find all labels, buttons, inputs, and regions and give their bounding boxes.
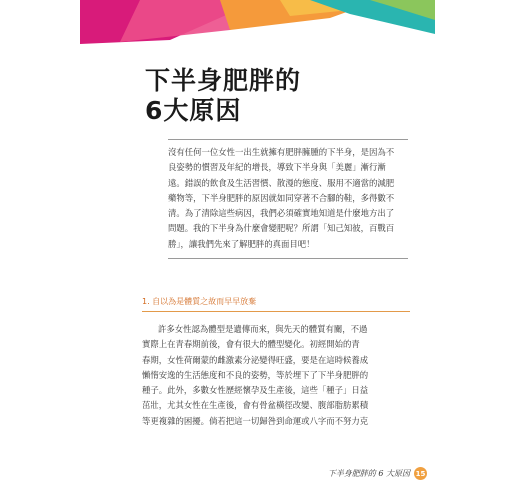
intro-paragraph: [168, 139, 408, 259]
body-line: 實際上在青春期前後，會有很大的體型變化。初經開始的青: [142, 339, 360, 350]
intro-line: 藥物等，下半身肥胖的原因就如同穿著不合腳的鞋，多得數不: [168, 192, 395, 203]
section-1: [142, 296, 410, 429]
intro-line: 清。為了清除這些病因，我們必須確實地知道是什麼地方出了: [168, 208, 395, 219]
page-footer: [328, 467, 427, 480]
running-footer-title: 下半身肥胖的 6 大原因: [327, 469, 410, 478]
body-line: 茁壯，尤其女性在生產後，會有骨盆橫徑改變、腹部脂肪累積: [142, 400, 369, 411]
chapter-title: [145, 66, 465, 126]
body-line: 等更複雜的困擾。倘若把這一切歸咎到命運或八字而不努力克: [142, 415, 369, 426]
body-line: 種子。此外，多數女性歷經懷孕及生產後，這些「種子」日益: [142, 385, 369, 396]
intro-line: 遠。錯誤的飲食及生活習慣、散漫的態度、服用不適當的減肥: [168, 177, 395, 188]
body-line: 春期，女性荷爾蒙的雌激素分泌變得旺盛，要是在這時候養成: [142, 354, 369, 365]
chapter-title-line-2: 6大原因: [145, 96, 242, 125]
page-number-badge: 15: [414, 467, 427, 480]
decorative-banner: [80, 0, 435, 52]
intro-line: 良姿勢的慣習及年紀的增長，導致下半身與「美麗」漸行漸: [168, 162, 386, 173]
intro-line: 沒有任何一位女性一出生就擁有肥胖臃腫的下半身，是因為不: [168, 147, 395, 157]
chapter-title-line-1: 下半身肥胖的: [145, 66, 302, 95]
intro-line: 問題。我的下半身為什麼會變肥呢？所謂「知己知彼，百戰百: [168, 223, 395, 234]
intro-line: 勝」，讓我們先來了解肥胖的真面目吧！: [168, 238, 315, 249]
body-line: 許多女性認為體型是遺傳而來，與先天的體質有關，不過: [158, 324, 368, 334]
section-heading: 1. 自以為是體質之故而早早放棄: [142, 296, 410, 312]
body-line: 懶惰安逸的生活態度和不良的姿勢，等於埋下了下半身肥胖的: [142, 369, 369, 380]
section-body: [142, 322, 410, 429]
